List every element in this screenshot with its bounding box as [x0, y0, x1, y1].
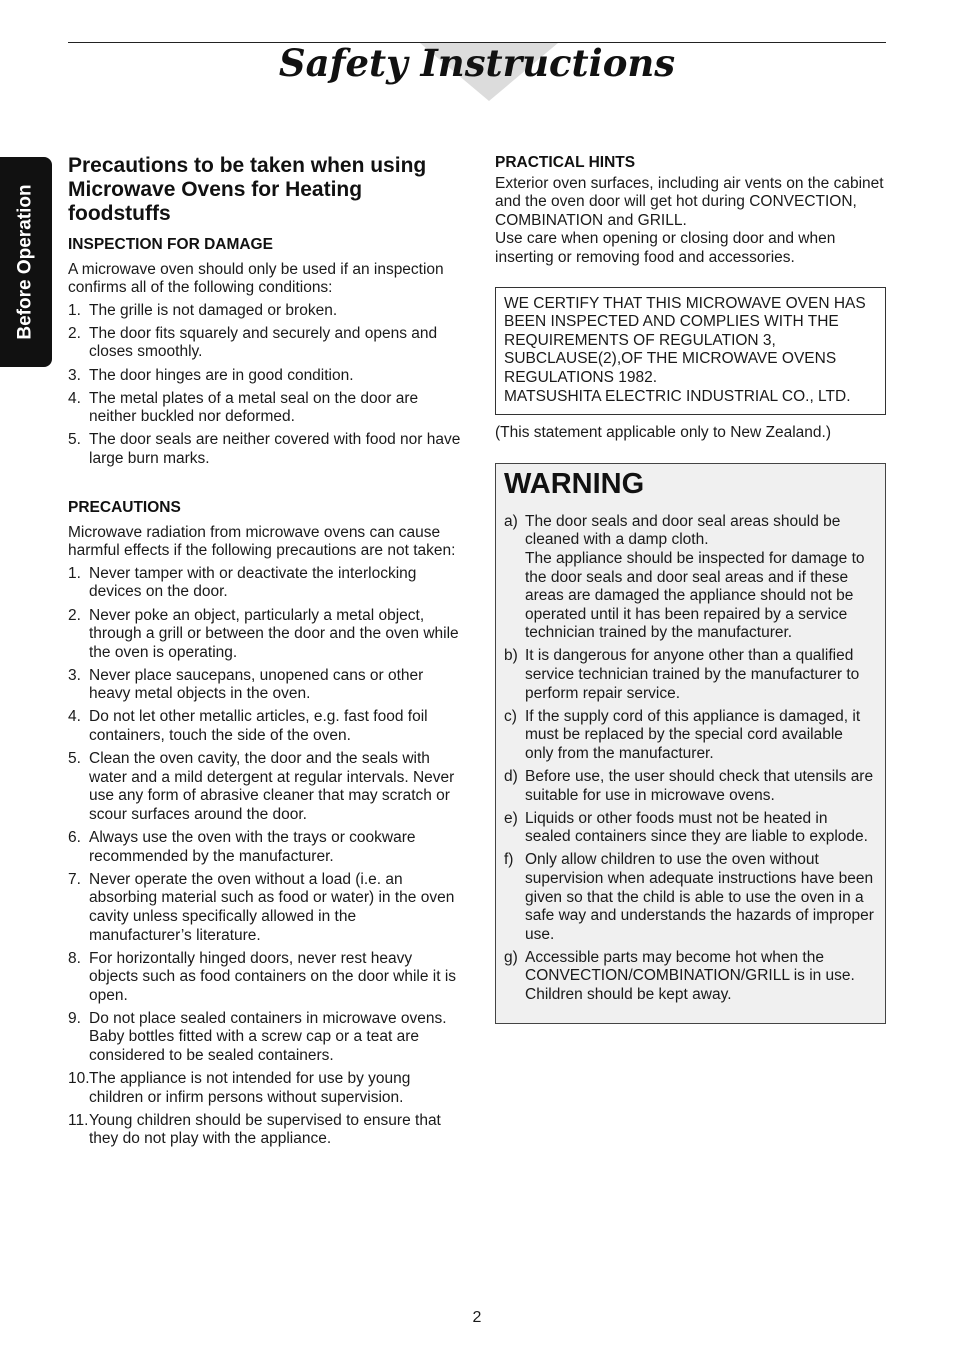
warning-box — [495, 463, 886, 1024]
precautions-intro: Microwave radiation from microwave ovens can cause harmful effects if the following precautions are not taken: — [68, 523, 456, 560]
right-column — [495, 154, 886, 1024]
list-item: 9. Do not place sealed containers in microwave ovens. Baby bottles fitted with a screw cap or a teat are considered to be sealed containers. — [68, 1009, 447, 1065]
list-item: 2. Never poke an object, particularly a metal object, through a grill or between the door and the oven while the oven is operating. — [68, 606, 459, 661]
list-item: 2. The door fits squarely and securely and opens and closes smoothly. — [68, 324, 438, 361]
list-item: 4. The metal plates of a metal seal on the door are neither buckled nor deformed. — [68, 389, 419, 426]
list-item: d) Before use, the user should check that utensils are suitable for use in microwave ovens. — [504, 767, 874, 804]
list-item: 11. Young children should be supervised to ensure that they do not play with the appliance. — [68, 1111, 441, 1148]
hints-heading: PRACTICAL HINTS — [495, 154, 636, 171]
side-tab-label: Before Operation — [14, 184, 36, 340]
warning-title: WARNING — [504, 467, 645, 500]
left-column — [68, 154, 463, 1154]
warning-list — [504, 513, 874, 1005]
precautions-heading: PRECAUTIONS — [68, 499, 181, 517]
list-item: 1. Never tamper with or deactivate the interlocking devices on the door. — [68, 564, 417, 601]
list-item: 8. For horizontally hinged doors, never rest heavy objects such as food containers on the door while it is open. — [68, 949, 457, 1004]
list-item: 3. The door hinges are in good condition. — [68, 366, 354, 384]
list-item: e) Liquids or other foods must not be heated in sealed containers since they are liable to explode. — [504, 809, 868, 846]
list-item: f) Only allow children to use the oven without supervision when adequate instructions have been given so that the child is able to use the oven in a safe way and understands the hazards of improper use. — [504, 851, 874, 943]
list-item: 3. Never place saucepans, unopened cans or other heavy metal objects in the oven. — [68, 666, 424, 703]
list-item: b) It is dangerous for anyone other than a qualified service technician trained by the manufacturer to perform repair service. — [504, 647, 860, 702]
list-item: 4. Do not let other metallic articles, e.g. fast food foil containers, touch the side of the oven. — [68, 708, 428, 745]
list-item: 6. Always use the oven with the trays or cookware recommended by the manufacturer. — [68, 829, 416, 865]
inspection-heading: INSPECTION FOR DAMAGE — [68, 236, 273, 253]
certificate-box — [495, 287, 886, 416]
page-number: 2 — [472, 1309, 482, 1326]
precautions-list — [68, 565, 463, 1149]
certificate-text: WE CERTIFY THAT THIS MICROWAVE OVEN HAS BEEN INSPECTED AND COMPLIES WITH THE REQUIREMENTS OF REGULATION 3, SUBCLAUSE(2),OF THE MICROWAVE OVENS REGULATIONS 1982. — [504, 294, 866, 386]
list-item: 5. The door seals are neither covered with food nor have large burn marks. — [68, 431, 461, 467]
list-item: 10. The appliance is not intended for use by young children or infirm persons without supervision. — [68, 1070, 411, 1106]
certificate-company: MATSUSHITA ELECTRIC INDUSTRIAL CO., LTD. — [504, 387, 851, 405]
side-tab — [0, 157, 52, 367]
nz-note: (This statement applicable only to New Zealand.) — [495, 424, 831, 442]
list-item: 7. Never operate the oven without a load (i.e. an absorbing material such as food or water) in the oven cavity unless specifically allowed in the manufacturer’s literature. — [68, 870, 455, 944]
section-title: Precautions to be taken when using Microwave Ovens for Heating foodstuffs — [68, 154, 427, 225]
page-title: Safety Instructions — [278, 41, 676, 85]
inspection-list — [68, 302, 463, 469]
list-item: a) The door seals and door seal areas should be cleaned with a damp cloth. The appliance should be inspected for damage to the door seals and door seal areas and if these areas are damaged the appliance should not be operated until it has been repaired by a service technician trained by the manufacturer. — [504, 512, 865, 642]
list-item: g) Accessible parts may become hot when the CONVECTION/COMBINATION/GRILL is in use. Children should be kept away. — [504, 948, 855, 1003]
hints-paragraph: Exterior oven surfaces, including air vents on the cabinet and the oven door will get hot during CONVECTION, COMBINATION and GRILL. — [495, 174, 884, 229]
inspection-intro: A microwave oven should only be used if an inspection confirms all of the following conditions: — [68, 260, 444, 297]
hints-paragraph: Use care when opening or closing door and when inserting or removing food and accessories. — [495, 230, 836, 266]
list-item: 1. The grille is not damaged or broken. — [68, 301, 338, 319]
list-item: c) If the supply cord of this appliance is damaged, it must be replaced by the special cord available only from the manufacturer. — [504, 707, 861, 762]
list-item: 5. Clean the oven cavity, the door and the seals with water and a mild detergent at regular intervals. Never use any form of abrasive cleaner that may scratch or scour surfaces around the door. — [68, 750, 455, 823]
